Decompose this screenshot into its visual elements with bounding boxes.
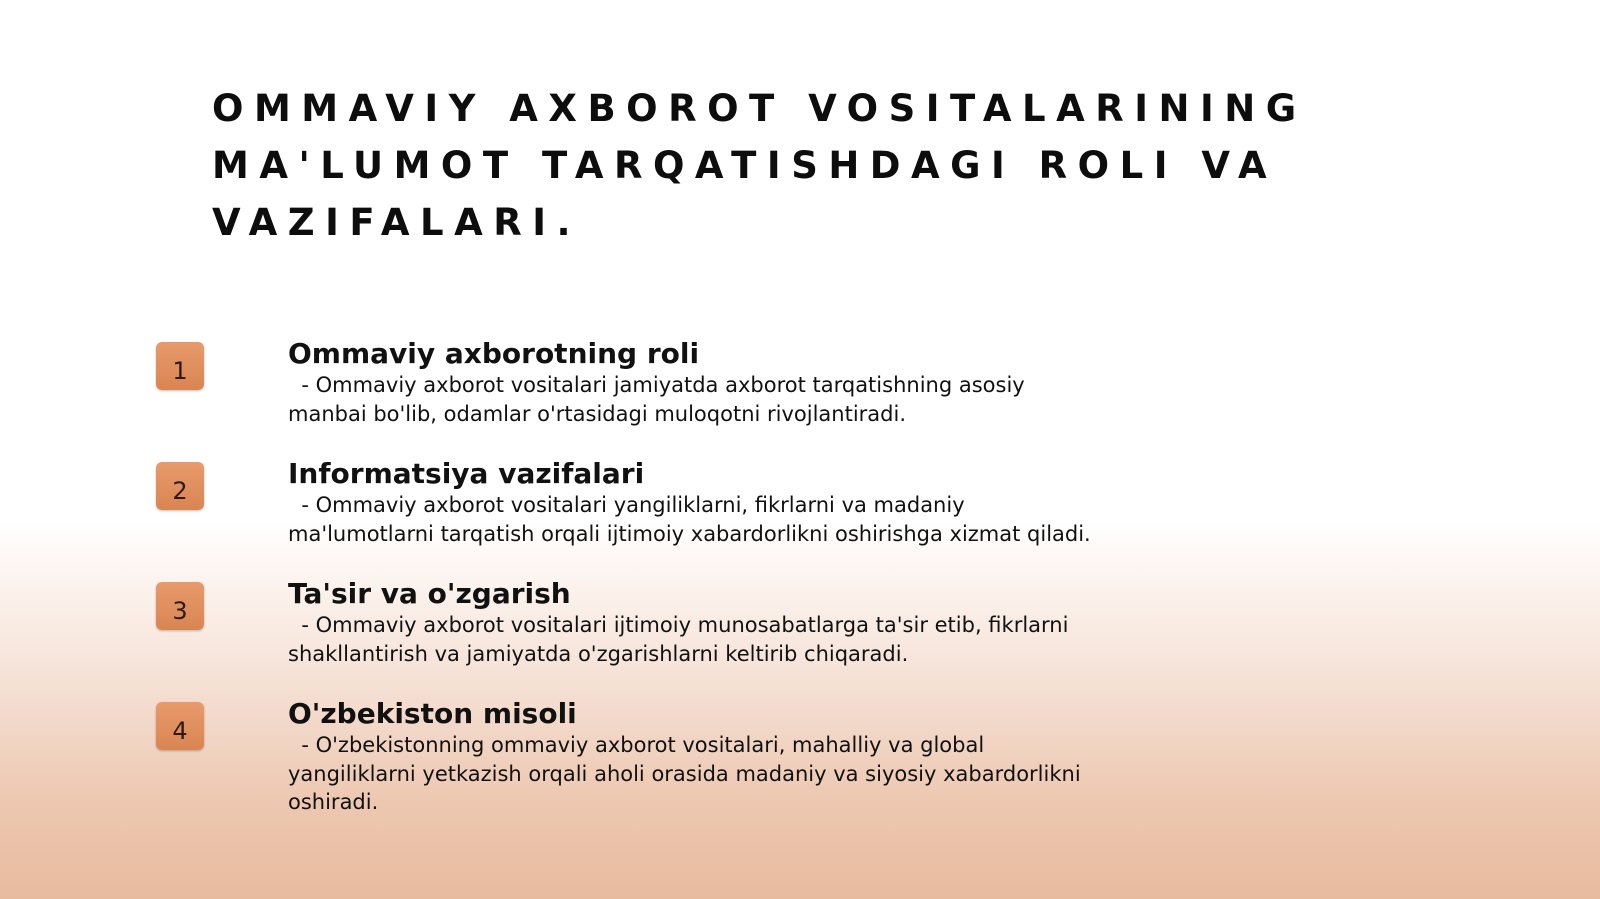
item-description: - Ommaviy axborot vositalari ijtimoiy munosabatlarga ta'sir etib, fikrlarni shakllantirish va jamiyatda o'zgarishlarni keltirib chiqaradi. (288, 613, 1076, 666)
item-heading: Informatsiya vazifalari (288, 457, 645, 490)
item-description: - Ommaviy axborot vositalari jamiyatda axborot tarqatishning asosiy manbai bo'lib, odamlar o'rtasidagi muloqotni rivojlantiradi. (288, 373, 1032, 426)
number-badge-1 (156, 342, 204, 390)
number-badge-label: 1 (172, 357, 188, 385)
number-badge-3 (156, 582, 204, 630)
number-badge-label: 2 (172, 477, 188, 505)
item-heading: Ta'sir va o'zgarish (288, 577, 571, 610)
slide-title: OMMAVIY AXBOROT VOSITALARINING MA'LUMOT TARQATISHDAGI ROLI VA VAZIFALARI. (212, 87, 1307, 244)
item-heading: O'zbekiston misoli (288, 697, 577, 730)
number-badge-4 (156, 702, 204, 750)
item-description: - O'zbekistonning ommaviy axborot vositalari, mahalliy va global yangiliklarni yetkazish orqali aholi orasida madaniy va siyosiy xabardorlikni oshiradi. (288, 733, 1088, 814)
item-description: - Ommaviy axborot vositalari yangiliklarni, fikrlarni va madaniy ma'lumotlarni tarqatish orqali ijtimoiy xabardorlikni oshirishga xizmat qiladi. (288, 493, 1091, 546)
item-content (288, 337, 1108, 428)
item-content (288, 577, 1108, 668)
number-badge-label: 4 (172, 717, 188, 745)
item-content (288, 457, 1108, 548)
number-badge-2 (156, 462, 204, 510)
item-content (288, 697, 1108, 817)
number-badge-label: 3 (172, 597, 188, 625)
item-heading: Ommaviy axborotning roli (288, 337, 700, 370)
